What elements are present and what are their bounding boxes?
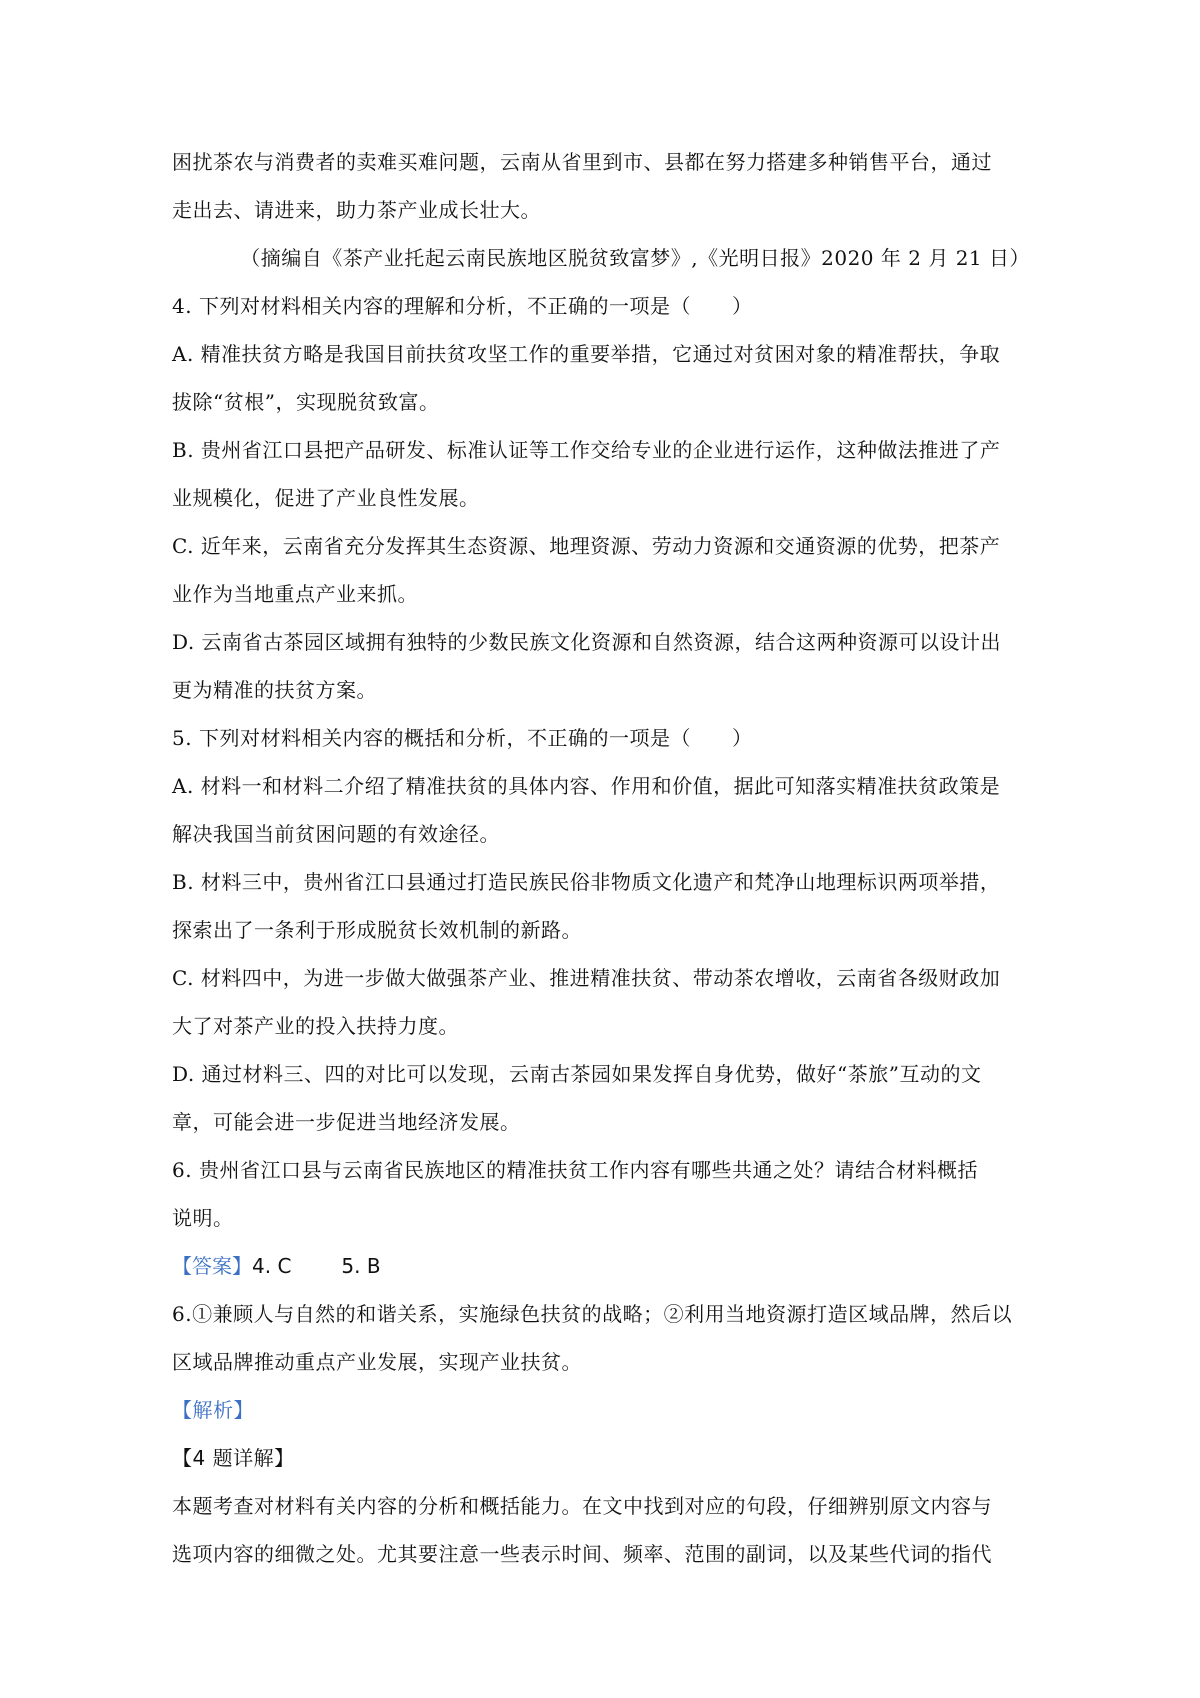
detail-heading xyxy=(172,1444,1030,1473)
analysis-tag: 【解析】 xyxy=(172,1398,254,1422)
explanation-text: 本题考查对材料有关内容的分析和概括能力。在文中找到对应的句段，仔细辨别原文内容与 xyxy=(172,1494,992,1518)
analysis-heading xyxy=(172,1396,1030,1425)
option-text: 更为精准的扶贫方案。 xyxy=(172,678,377,702)
answer-4: 4. C xyxy=(252,1254,292,1278)
answer-text: 6.①兼顾人与自然的和谐关系，实施绿色扶贫的战略；②利用当地资源打造区域品牌，然后以 xyxy=(172,1302,1013,1326)
answer-6 xyxy=(172,1300,1030,1377)
option-text: 章，可能会进一步促进当地经济发展。 xyxy=(172,1110,521,1134)
question-4-option-b xyxy=(172,436,1030,513)
question-5-stem xyxy=(172,724,1030,753)
question-text: 5. 下列对材料相关内容的概括和分析，不正确的一项是（ ） xyxy=(172,726,753,750)
option-text: 拔除“贫根”，实现脱贫致富。 xyxy=(172,390,440,414)
option-text: B. 贵州省江口县把产品研发、标准认证等工作交给专业的企业进行运作，这种做法推进了产 xyxy=(172,438,1001,462)
detail-tag: 【4 题详解】 xyxy=(172,1446,295,1470)
question-5-option-b xyxy=(172,868,1030,945)
question-text: 说明。 xyxy=(172,1206,234,1230)
option-text: 探索出了一条利于形成脱贫长效机制的新路。 xyxy=(172,918,582,942)
citation-text: （摘编自《茶产业托起云南民族地区脱贫致富梦》,《光明日报》2020 年 2 月 21 日） xyxy=(240,246,1030,270)
question-4-option-d xyxy=(172,628,1030,705)
question-6 xyxy=(172,1156,1030,1233)
answer-line xyxy=(172,1252,1030,1281)
option-text: C. 材料四中，为进一步做大做强茶产业、推进精准扶贫、带动茶农增收，云南省各级财政加 xyxy=(172,966,1001,990)
answer-summary xyxy=(172,1252,1030,1281)
text-line: 走出去、请进来，助力茶产业成长壮大。 xyxy=(172,198,541,222)
explanation-paragraph xyxy=(172,1492,1030,1569)
question-text: 6. 贵州省江口县与云南省民族地区的精准扶贫工作内容有哪些共通之处？请结合材料概括 xyxy=(172,1158,978,1182)
question-text: 4. 下列对材料相关内容的理解和分析，不正确的一项是（ ） xyxy=(172,294,753,318)
document-page xyxy=(172,148,1030,1588)
question-4-option-c xyxy=(172,532,1030,609)
option-text: 业规模化，促进了产业良性发展。 xyxy=(172,486,480,510)
question-4-option-a xyxy=(172,340,1030,417)
option-text: C. 近年来，云南省充分发挥其生态资源、地理资源、劳动力资源和交通资源的优势，把茶产 xyxy=(172,534,1001,558)
question-4-stem xyxy=(172,292,1030,321)
answer-tag: 【答案】 xyxy=(172,1254,252,1278)
question-5-option-c xyxy=(172,964,1030,1041)
answer-text: 区域品牌推动重点产业发展，实现产业扶贫。 xyxy=(172,1350,582,1374)
option-text: A. 精准扶贫方略是我国目前扶贫攻坚工作的重要举措，它通过对贫困对象的精准帮扶，争取 xyxy=(172,342,1001,366)
question-5-option-d xyxy=(172,1060,1030,1137)
option-text: A. 材料一和材料二介绍了精准扶贫的具体内容、作用和价值，据此可知落实精准扶贫政策是 xyxy=(172,774,1001,798)
option-text: 大了对茶产业的投入扶持力度。 xyxy=(172,1014,459,1038)
explanation-text: 选项内容的细微之处。尤其要注意一些表示时间、频率、范围的副词，以及某些代词的指代 xyxy=(172,1542,992,1566)
answer-5: 5. B xyxy=(341,1254,381,1278)
option-text: B. 材料三中，贵州省江口县通过打造民族民俗非物质文化遗产和梵净山地理标识两项举措， xyxy=(172,870,1001,894)
option-text: D. 云南省古茶园区域拥有独特的少数民族文化资源和自然资源，结合这两种资源可以设计出 xyxy=(172,630,1002,654)
source-citation xyxy=(172,244,1030,273)
option-text: D. 通过材料三、四的对比可以发现，云南古茶园如果发挥自身优势，做好“茶旅”互动的文 xyxy=(172,1062,982,1086)
option-text: 解决我国当前贫困问题的有效途径。 xyxy=(172,822,500,846)
text-line: 困扰茶农与消费者的卖难买难问题，云南从省里到市、县都在努力搭建多种销售平台，通过 xyxy=(172,150,992,174)
question-5-option-a xyxy=(172,772,1030,849)
option-text: 业作为当地重点产业来抓。 xyxy=(172,582,418,606)
intro-paragraph xyxy=(172,148,1030,225)
